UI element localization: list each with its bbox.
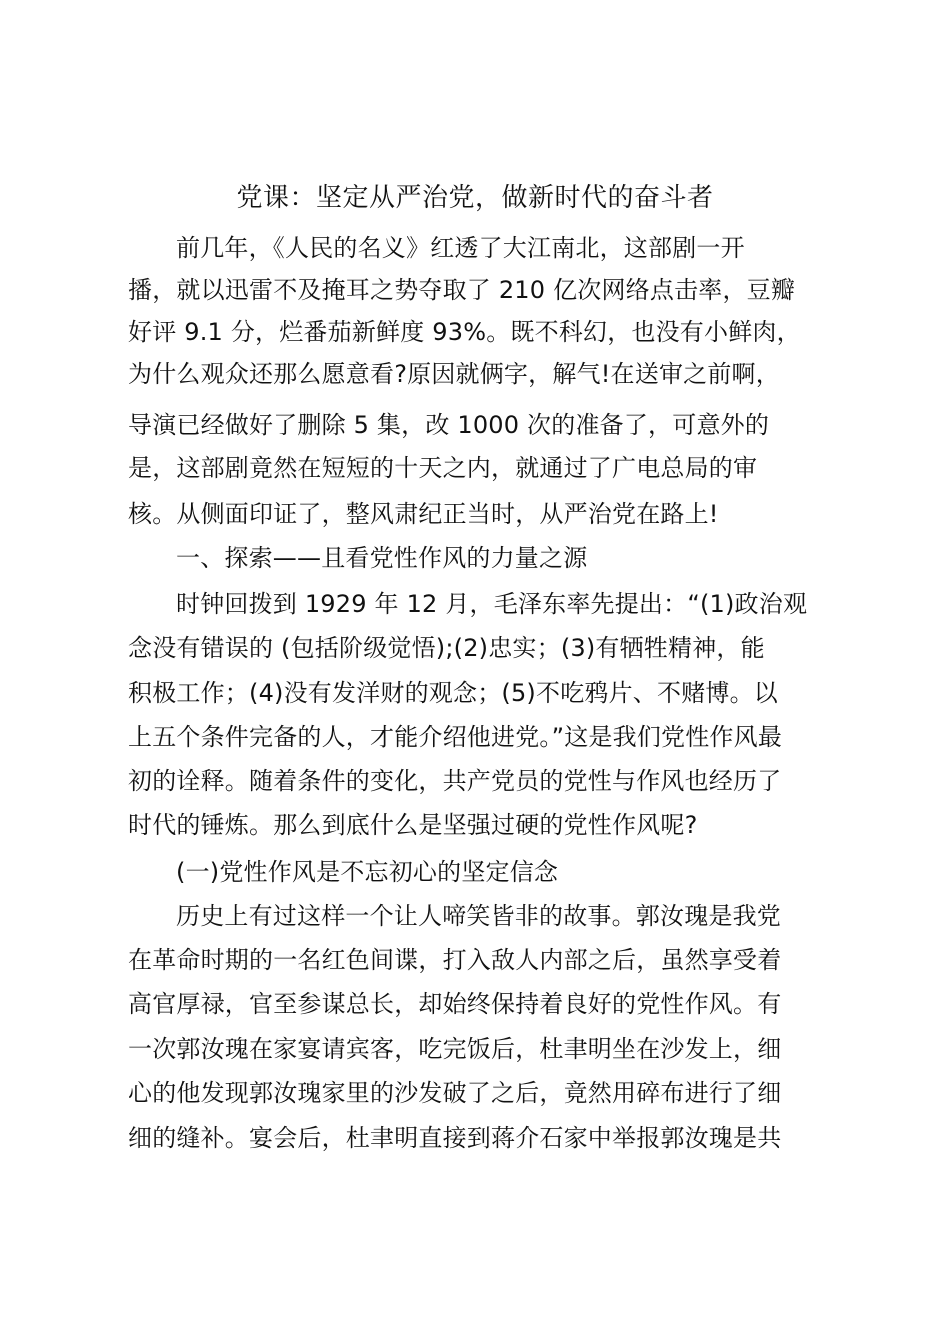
- body-line-21: 细的缝补。宴会后，杜聿明直接到蒋介石家中举报郭汝瑰是共: [128, 1124, 782, 1152]
- section-heading-1: 一、探索——且看党性作风的力量之源: [176, 544, 588, 572]
- body-line-2: 播，就以迅雷不及掩耳之势夺取了 210 亿次网络点击率，豆瓣: [128, 276, 796, 304]
- document-title: 党课：坚定从严治党，做新时代的奋斗者: [236, 183, 714, 213]
- body-line-1: 前几年，《人民的名义》红透了大江南北，这部剧一开: [176, 234, 745, 262]
- body-line-19: 一次郭汝瑰在家宴请宾客，吃完饭后，杜聿明坐在沙发上，细: [128, 1035, 782, 1063]
- body-line-5: 导演已经做好了删除 5 集，改 1000 次的准备了，可意外的: [128, 411, 770, 439]
- body-line-6: 是，这部剧竟然在短短的十天之内，就通过了广电总局的审: [128, 454, 758, 482]
- body-line-9: 时钟回拨到 1929 年 12 月，毛泽东率先提出：“(1)政治观: [176, 590, 808, 618]
- body-line-3: 好评 9.1 分，烂番茄新鲜度 93%。既不科幻，也没有小鲜肉，: [128, 318, 801, 346]
- body-line-16: 历史上有过这样一个让人啼笑皆非的故事。郭汝瑰是我党: [176, 902, 781, 930]
- body-line-14: 时代的锤炼。那么到底什么是坚强过硬的党性作风呢?: [128, 811, 698, 839]
- subsection-heading-1: (一)党性作风是不忘初心的坚定信念: [176, 858, 559, 886]
- body-line-20: 心的他发现郭汝瑰家里的沙发破了之后，竟然用碎布进行了细: [128, 1079, 782, 1107]
- body-line-11: 积极工作；(4)没有发洋财的观念；(5)不吃鸦片、不赌博。以: [128, 679, 778, 707]
- body-line-4: 为什么观众还那么愿意看?原因就俩字，解气!在送审之前啊，: [128, 360, 780, 388]
- body-line-17: 在革命时期的一名红色间谍，打入敌人内部之后，虽然享受着: [128, 946, 782, 974]
- body-line-13: 初的诠释。随着条件的变化，共产党员的党性与作风也经历了: [128, 767, 782, 795]
- body-line-18: 高官厚禄，官至参谋总长，却始终保持着良好的党性作风。有: [128, 990, 782, 1018]
- body-line-7: 核。从侧面印证了，整风肃纪正当时，从严治党在路上!: [128, 500, 719, 528]
- body-line-10: 念没有错误的 (包括阶级觉悟);(2)忠实；(3)有牺牲精神，能: [128, 634, 765, 662]
- body-line-12: 上五个条件完备的人，才能介绍他进党。”这是我们党性作风最: [128, 723, 783, 751]
